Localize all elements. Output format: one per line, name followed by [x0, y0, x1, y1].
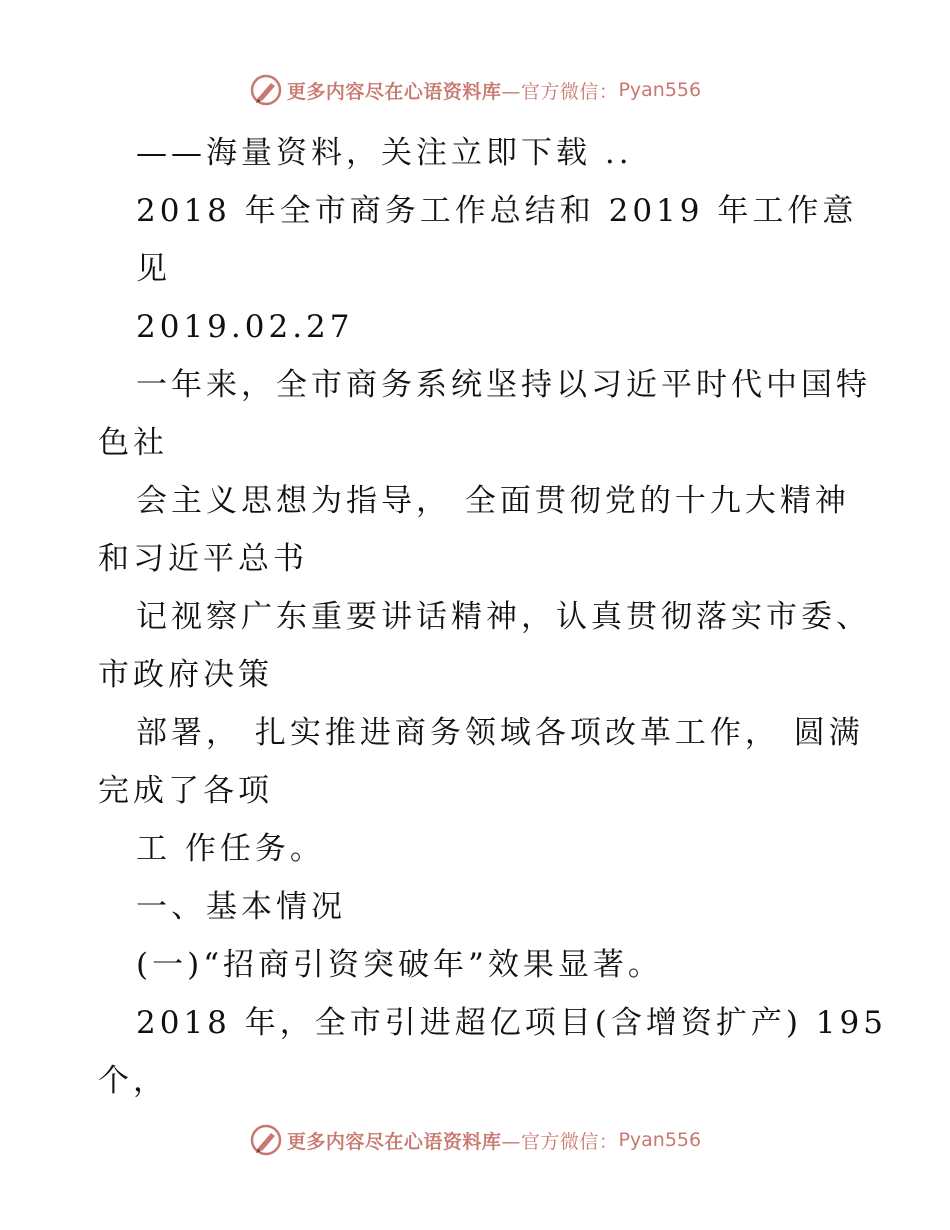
section-heading: 一、基本情况 [136, 889, 346, 925]
doc-line: 个， [98, 1063, 168, 1099]
footer-watermark [0, 1120, 950, 1160]
doc-line: 2018 年，全市引进超亿项目(含增资扩产) 195 [136, 1005, 887, 1041]
subsection-heading: (一)“招商引资突破年”效果显著。 [136, 947, 663, 983]
doc-line: 完成了各项 [98, 773, 273, 809]
doc-line: ——海量资料，关注立即下载 .. [136, 135, 633, 171]
doc-line: 和习近平总书 [98, 541, 308, 577]
pen-logo-icon [249, 1123, 283, 1157]
doc-line: 工 作任务。 [136, 831, 325, 867]
doc-line: 部署， 扎实推进商务领域各项改革工作， 圆满 [136, 715, 864, 751]
doc-line: 市政府决策 [98, 657, 273, 693]
watermark-brand: 更多内容尽在心语资料库 [286, 1130, 502, 1153]
doc-title-line: 见 [136, 251, 171, 287]
watermark-wechat-id: Pyan556 [618, 79, 702, 101]
doc-date: 2019.02.27 [136, 309, 354, 345]
watermark-label: —官方微信： [501, 80, 619, 103]
pen-logo-icon [249, 73, 283, 107]
header-watermark [0, 70, 950, 110]
doc-line: 记视察广东重要讲话精神，认真贯彻落实市委、 [136, 599, 871, 635]
doc-title-line: 2018 年全市商务工作总结和 2019 年工作意 [136, 193, 858, 229]
doc-line: 会主义思想为指导， 全面贯彻党的十九大精神 [136, 483, 850, 519]
document-body [98, 124, 887, 1110]
doc-line: 色社 [98, 425, 168, 461]
watermark-brand: 更多内容尽在心语资料库 [286, 80, 502, 103]
watermark-label: —官方微信： [501, 1130, 619, 1153]
watermark-wechat-id: Pyan556 [618, 1129, 702, 1151]
doc-line: 一年来，全市商务系统坚持以习近平时代中国特 [136, 367, 871, 403]
